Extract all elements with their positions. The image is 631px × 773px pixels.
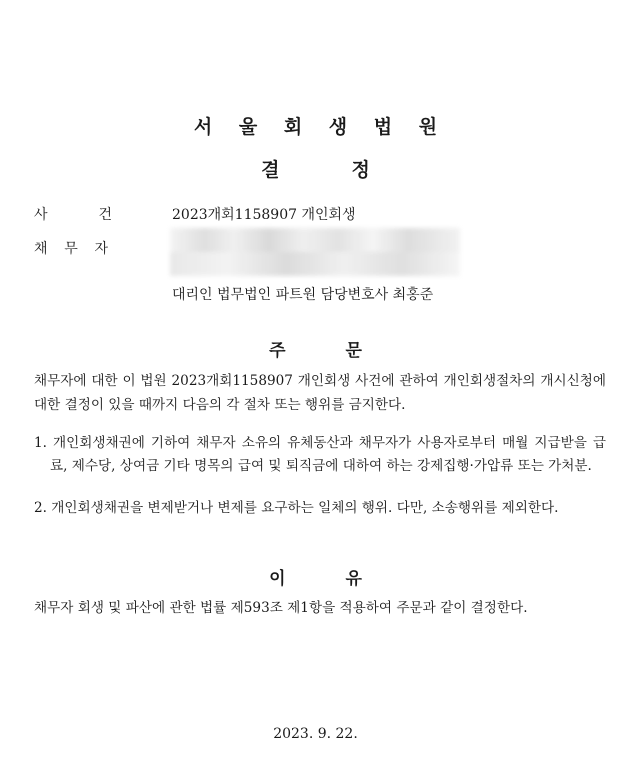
document-type-char: 결	[261, 159, 280, 181]
order-section-title	[0, 336, 631, 361]
document-type-char: 정	[351, 159, 370, 181]
case-label-char: 건	[98, 207, 112, 223]
order-item: 2. 개인회생채권을 변제받거나 변제를 요구하는 일체의 행위. 다만, 소송행위를 제외한다.	[34, 500, 559, 516]
debtor-label-char: 자	[94, 241, 108, 257]
section-title-char: 유	[345, 569, 362, 589]
order-item: 1. 개인회생채권에 기하여 채무자 소유의 유체동산과 채무자가 사용자로부터 매월 지급받을 급료, 제수당, 상여금 기타 명목의 급여 및 퇴직금에 대하여 하는 강제집행·가압류 또는 가처분.	[34, 435, 606, 474]
order-intro: 채무자에 대한 이 법원 2023개회1158907 개인회생 사건에 관하여 개인회생절차의 개시신청에 대한 결정이 있을 때까지 다음의 각 절차 또는 행위를 금지한다.	[34, 373, 606, 413]
redacted-debtor-info	[170, 228, 460, 276]
document-type-title	[0, 155, 631, 182]
reason-text: 채무자 회생 및 파산에 관한 법률 제593조 제1항을 적용하여 주문과 같이 결정한다.	[34, 600, 528, 616]
case-label-char: 사	[34, 207, 48, 223]
section-title-char: 문	[345, 341, 362, 361]
debtor-label	[34, 238, 108, 258]
section-title-char: 주	[269, 341, 286, 361]
case-label	[34, 204, 112, 224]
court-name: 서 울 회 생 법 원	[193, 116, 448, 138]
debtor-label-char: 무	[64, 241, 78, 257]
debtor-label-char: 채	[34, 241, 48, 257]
section-title-char: 이	[269, 569, 286, 589]
decision-date: 2023. 9. 22.	[273, 726, 358, 742]
debtor-representative: 대리인 법무법인 파트원 담당변호사 최홍준	[172, 287, 434, 303]
case-number: 2023개회1158907 개인회생	[172, 207, 356, 223]
reason-section-title	[0, 564, 631, 589]
